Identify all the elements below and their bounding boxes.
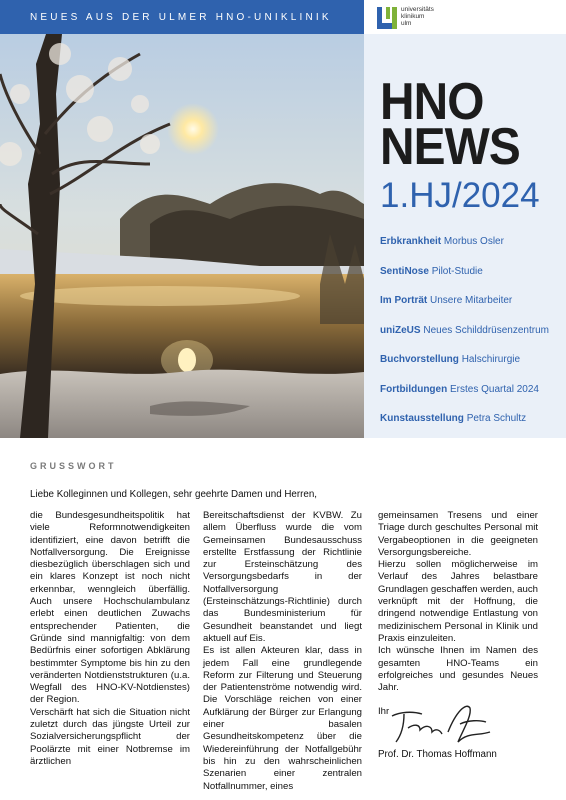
toc-item[interactable]: Fortbildungen Erstes Quartal 2024 <box>380 383 539 395</box>
salutation: Liebe Kolleginnen und Kollegen, sehr geehrte Damen und Herren, <box>30 489 318 500</box>
logo-line-3: ulm <box>401 20 412 27</box>
issue-number: 1.HJ <box>380 176 452 215</box>
paragraph: Hierzu sollen möglicherweise im Verlauf des Jahres belastbare Grundlagen geschaffen werden, auch verknüpft mit der Hoffnung, die dringend notwendige Entlastung von medizinischem Personal in Klinik und Praxis einzuleiten. <box>378 559 538 644</box>
winter-landscape-image <box>0 34 364 438</box>
table-of-contents <box>380 236 560 443</box>
toc-item[interactable]: uniZeUS Neues Schilddrüsenzentrum <box>380 324 549 336</box>
winter-lake-photo <box>0 34 364 438</box>
toc-item[interactable]: SentiNose Pilot-Studie <box>380 265 483 277</box>
paragraph: Es ist allen Akteuren klar, dass in jedem Fall eine grundlegende Reform zur Filterung und Steuerung der Patientenströme notwendig wird. Die Vorschläge reichen von einer Aufklärung der Bürger zur Erlangung einer basalen Gesundheitskompetenz über die Wiedereinführung der Notfallgebühr bis hin zu den wahrscheinlichen Szenarien einer zentralen Notfallnummer, eines <box>203 645 362 792</box>
closing: Ihr <box>378 706 390 718</box>
toc-item[interactable]: Erbkrankheit Morbus Osler <box>380 236 504 247</box>
masthead-title-line-1: HNO <box>380 73 484 131</box>
logo-text <box>401 6 434 27</box>
toc-item[interactable]: Buchvorstellung Halschirurgie <box>380 354 521 365</box>
paragraph: Verschärft hat sich die Situation nicht zuletzt durch das jüngste Urteil zur Sozialversicherungspflicht der Poolärzte mit einer Notbremse im ärztlichen <box>30 706 190 767</box>
issue-label <box>380 176 540 216</box>
logo-line-1: universitäts <box>401 6 434 13</box>
issue-separator: / <box>451 176 462 215</box>
handwritten-signature <box>386 702 496 746</box>
logo-line-2: klinikum <box>401 13 425 20</box>
paragraph: die Bundesgesundheitspolitik hat viele Reformnotwendigkeiten identifiziert, eine davon betrifft die Notfallversorgung. Die Ereignisse diesbezüglich überschlagen sich und ein klares Konzept ist noch nicht erkennbar, wenngleich überfällig. Auch unsere Hochschulambulanz erlebt einen deutlichen Zuwachs entsprechender Patienten, die Gründe sind mannigfaltig: von dem Bedürfnis einer sofortigen Abklärung bestimmter Symptome bis hin zu den veränderten Notdienststrukturen (u.a. Wegfall des HNO-KV-Notdienstes) der Region. <box>30 510 190 706</box>
toc-item[interactable]: Kunstausstellung Petra Schultz <box>380 413 527 424</box>
header-kicker: NEUES AUS DER ULMER HNO-UNIKLINIK <box>30 12 332 23</box>
article-column-2 <box>203 510 362 793</box>
paragraph: gemeinsamen Tresens und einer Triage durch geschultes Personal mit Vergabeoptionen in die geeigneten Versorgungsbereiche. <box>378 510 538 558</box>
masthead-title-line-2: NEWS <box>380 118 520 176</box>
header-bar <box>0 0 364 34</box>
article-column-3 <box>378 510 538 719</box>
toc-item[interactable]: Im Porträt Unsere Mitarbeiter <box>380 295 513 306</box>
issue-year: 2024 <box>461 176 540 215</box>
paragraph: Bereitschaftsdienst der KVBW. Zu allem Überfluss wurde die vom Gemeinsamen Bundesausschuss erstellte Erstfassung der Richtlinie zur Ersteinschätzung des Versorgungsbedarfs in der Notfallversorgung (Ersteinschätzungs-Richtlinie) durch das Bundesministerium für Gesundheit beanstandet und liegt aktuell auf Eis. <box>203 510 362 644</box>
signer-name: Prof. Dr. Thomas Hoffmann <box>378 749 497 760</box>
section-label: GRUSSWORT <box>30 461 117 471</box>
university-logo-icon <box>377 7 397 29</box>
article-column-1 <box>30 510 190 768</box>
paragraph: Ich wünsche Ihnen im Namen des gesamten HNO-Teams ein erfolgreiches und gesundes Neues Jahr. <box>378 645 538 694</box>
